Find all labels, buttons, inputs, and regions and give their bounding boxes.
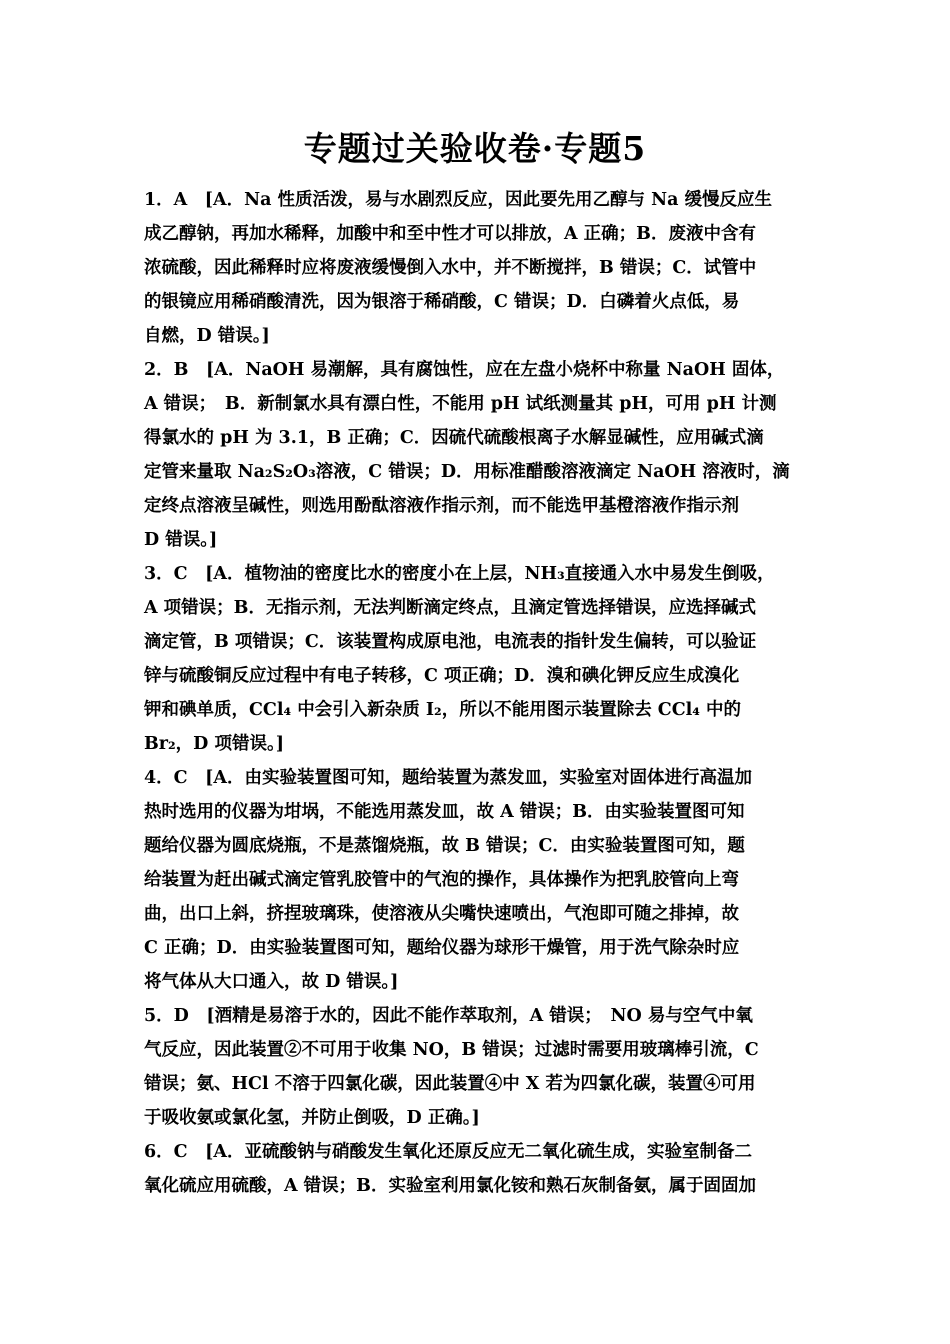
answer-line: 浓硫酸，因此稀释时应将废液缓慢倒入水中，并不断搅拌，B 错误；C．试管中: [144, 258, 757, 278]
answer-line: 错误；氨、HCl 不溶于四氯化碳，因此装置④中 X 若为四氯化碳，装置④可用: [144, 1074, 756, 1094]
page-title: 专题过关验收卷·专题5: [303, 129, 647, 168]
answer-line: A 错误； B．新制氯水具有漂白性，不能用 pH 试纸测量其 pH，可用 pH 计测: [144, 394, 777, 414]
answer-line: 4．C [A．由实验装置图可知，题给装置为蒸发皿，实验室对固体进行高温加: [144, 768, 752, 788]
answer-line: 定管来量取 Na₂S₂O₃溶液，C 错误；D．用标准醋酸溶液滴定 NaOH 溶液时，滴: [144, 462, 790, 482]
answer-line: 将气体从大口通入，故 D 错误。]: [144, 972, 399, 992]
answer-item-5: [144, 999, 808, 1135]
answer-line: 氧化硫应用硫酸，A 错误；B．实验室利用氯化铵和熟石灰制备氨，属于固固加: [144, 1176, 756, 1196]
answer-line: 滴定管，B 项错误；C．该装置构成原电池，电流表的指针发生偏转，可以验证: [144, 632, 757, 652]
answer-line: 于吸收氨或氯化氢，并防止倒吸，D 正确。]: [144, 1108, 480, 1128]
answer-item-4: [144, 761, 808, 999]
answer-line: 钾和碘单质，CCl₄ 中会引入新杂质 I₂，所以不能用图示装置除去 CCl₄ 中的: [144, 700, 742, 720]
answer-line: 自燃，D 错误。]: [144, 326, 270, 346]
answer-line: 给装置为赶出碱式滴定管乳胶管中的气泡的操作，具体操作为把乳胶管向上弯: [144, 870, 739, 890]
answer-line: 的银镜应用稀硝酸清洗，因为银溶于稀硝酸，C 错误；D．白磷着火点低，易: [144, 292, 740, 312]
answer-line: 1．A [A．Na 性质活泼，易与水剧烈反应，因此要先用乙醇与 Na 缓慢反应生: [144, 190, 773, 210]
answer-line: 得氯水的 pH 为 3.1，B 正确；C．因硫代硫酸根离子水解显碱性，应用碱式滴: [144, 428, 764, 448]
answer-line: 3．C [A．植物油的密度比水的密度小在上层，NH₃直接通入水中易发生倒吸，: [144, 564, 775, 584]
answer-line: 热时选用的仪器为坩埚，不能选用蒸发皿，故 A 错误；B．由实验装置图可知: [144, 802, 745, 822]
answer-line: 6．C [A．亚硫酸钠与硝酸发生氧化还原反应无二氧化硫生成，实验室制备二: [144, 1142, 752, 1162]
answer-item-2: [144, 353, 808, 557]
answer-line: 题给仪器为圆底烧瓶，不是蒸馏烧瓶，故 B 错误；C．由实验装置图可知，题: [144, 836, 745, 856]
answer-line: 定终点溶液呈碱性，则选用酚酞溶液作指示剂，而不能选甲基橙溶液作指示剂: [144, 496, 739, 516]
answer-line: C 正确；D．由实验装置图可知，题给仪器为球形干燥管，用于洗气除杂时应: [144, 938, 740, 958]
answer-item-3: [144, 557, 808, 761]
answer-line: 5．D [酒精是易溶于水的，因此不能作萃取剂，A 错误； NO 易与空气中氧: [144, 1006, 753, 1026]
answer-item-6: [144, 1135, 808, 1203]
answer-line: D 错误。]: [144, 530, 218, 550]
answer-line: 成乙醇钠，再加水稀释，加酸中和至中性才可以排放，A 正确；B．废液中含有: [144, 224, 756, 244]
answer-line: 2．B [A．NaOH 易潮解，具有腐蚀性，应在左盘小烧杯中称量 NaOH 固体，: [144, 360, 785, 380]
answer-line: A 项错误；B．无指示剂，无法判断滴定终点，且滴定管选择错误，应选择碱式: [144, 598, 756, 618]
answer-content: [144, 183, 808, 1203]
answer-line: Br₂，D 项错误。]: [144, 734, 284, 754]
answer-line: 曲，出口上斜，挤捏玻璃珠，使溶液从尖嘴快速喷出，气泡即可随之排掉，故: [144, 904, 739, 924]
answer-item-1: [144, 183, 808, 353]
answer-line: 锌与硫酸铜反应过程中有电子转移，C 项正确；D．溴和碘化钾反应生成溴化: [144, 666, 740, 686]
answer-line: 气反应，因此装置②不可用于收集 NO，B 错误；过滤时需要用玻璃棒引流，C: [144, 1040, 759, 1060]
